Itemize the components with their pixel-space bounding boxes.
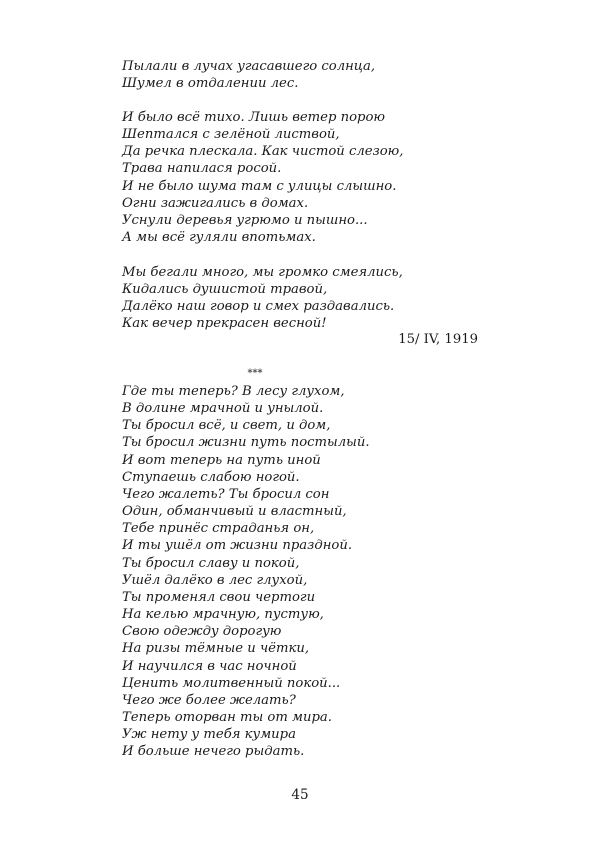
verse-line: А мы всё гуляли впотьмах. <box>122 230 316 246</box>
poem-1-stanza-3 <box>122 264 502 333</box>
poem-2 <box>122 383 502 760</box>
poem-date: 15/ IV, 1919 <box>398 332 478 347</box>
verse-line: Пылали в лучах угасавшего солнца, <box>122 59 376 74</box>
verse-line: И больше нечего рыдать. <box>122 744 305 760</box>
verse-line: И было всё тихо. Лишь ветер порою <box>122 110 386 125</box>
verse-line: На ризы тёмные и чётки, <box>122 641 310 657</box>
verse-line: И ты ушёл от жизни праздной. <box>122 538 353 554</box>
section-separator: *** <box>247 368 263 379</box>
verse-line: И научился в час ночной <box>122 658 297 674</box>
poem-1-stanza-1 <box>122 58 502 92</box>
verse-line: Чего жалеть? Ты бросил сон <box>122 486 330 502</box>
verse-line: Ты бросил славу и покой, <box>122 555 300 571</box>
verse-line: Как вечер прекрасен весной! <box>122 316 327 332</box>
verse-line: Тебе принёс страданья он, <box>122 521 315 537</box>
verse-line: Ты бросил жизни путь постылый. <box>122 435 370 451</box>
verse-line: Чего же более желать? <box>122 692 296 708</box>
verse-line: Уснули деревья угрюмо и пышно... <box>122 212 368 228</box>
verse-line: Ты бросил всё, и свет, и дом, <box>122 418 331 434</box>
verse-line: Шумел в отдалении лес. <box>122 76 299 92</box>
verse-line: Ступаешь слабою ногой. <box>122 469 300 485</box>
verse-line: Ты променял свои чертоги <box>122 589 316 605</box>
verse-line: Где ты теперь? В лесу глухом, <box>122 384 345 399</box>
verse-line: На келью мрачную, пустую, <box>122 607 324 623</box>
verse-line: И вот теперь на путь иной <box>122 452 321 468</box>
verse-line: Огни зажигались в домах. <box>122 195 309 211</box>
verse-line: Далёко наш говор и смех раздавались. <box>122 299 395 315</box>
verse-line: И не было шума там с улицы слышно. <box>122 178 397 194</box>
verse-line: Кидались душистой травой, <box>122 282 328 298</box>
verse-line: Уж нету у тебя кумира <box>122 727 296 743</box>
verse-line: Ушёл далёко в лес глухой, <box>122 572 308 588</box>
page-number: 45 <box>291 787 309 803</box>
verse-line: Один, обманчивый и властный, <box>122 504 347 520</box>
verse-line: Трава напилася росой. <box>122 161 282 177</box>
verse-line: Свою одежду дорогую <box>122 624 282 640</box>
verse-line: Теперь оторван ты от мира. <box>122 709 332 725</box>
verse-line: Да речка плескала. Как чистой слезою, <box>122 144 404 160</box>
poem-1-stanza-2 <box>122 109 502 246</box>
verse-line: Ценить молитвенный покой... <box>122 675 341 691</box>
verse-line: В долине мрачной и унылой. <box>122 401 324 417</box>
verse-line: Шептался с зелёной листвой, <box>122 127 340 143</box>
verse-line: Мы бегали много, мы громко смеялись, <box>122 265 403 280</box>
